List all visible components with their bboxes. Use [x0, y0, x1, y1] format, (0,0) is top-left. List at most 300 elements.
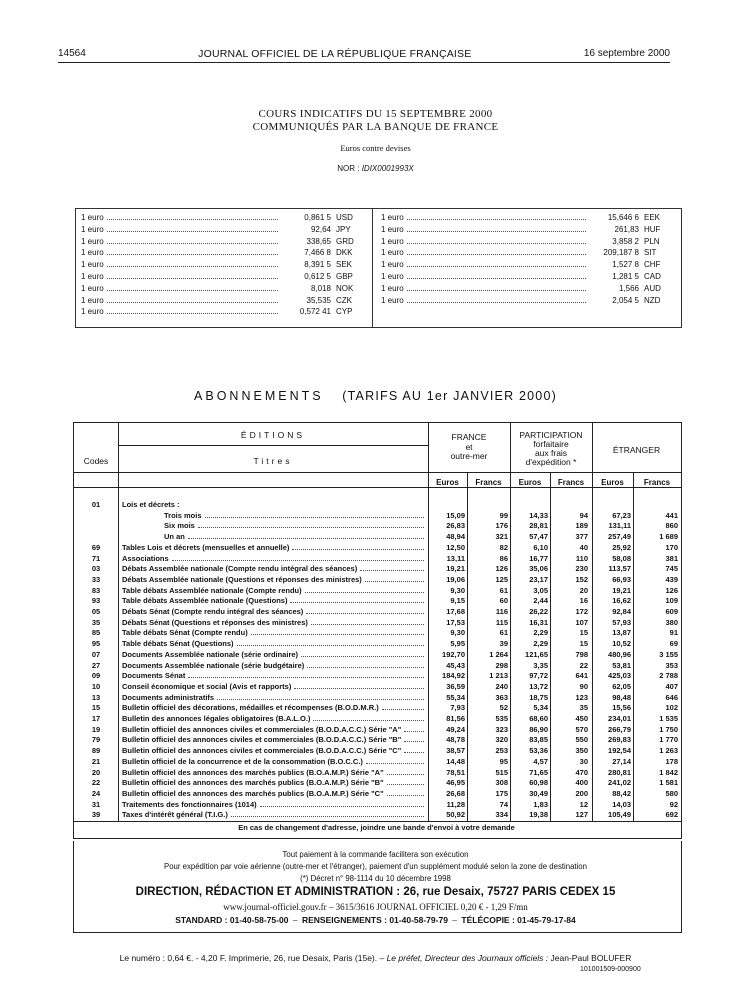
- price-line-b: Le préfet, Directeur des Journaux officiels :: [386, 953, 549, 963]
- rate-value: 0,861 5: [304, 213, 331, 222]
- price-cell: 298: [495, 660, 508, 670]
- price-cell: 1 263: [659, 746, 678, 756]
- price-cell: 39: [499, 639, 508, 649]
- row-title-text: Bulletin officiel des annonces des marchés publics (B.O.A.M.P.) Série "C": [122, 788, 384, 798]
- col-line: [118, 423, 119, 821]
- price-cell: 102: [665, 703, 678, 713]
- footer-line1: Tout paiement à la commande facilitera son exécution: [282, 850, 469, 859]
- standard-phone: STANDARD : 01-40-58-75-00: [175, 915, 289, 925]
- price-cell: 131,11: [608, 521, 631, 531]
- row-title-text: Bulletin officiel de la concurrence et de la consommation (B.O.C.C.): [122, 756, 363, 766]
- price-cell: 15: [579, 628, 588, 638]
- rate-currency: AUD: [644, 283, 661, 293]
- price-cell: 470: [575, 767, 588, 777]
- website-line: www.journal-officiel.gouv.fr – 3615/3616 JOURNAL OFFICIEL 0,20 € - 1,29 F/mn: [223, 902, 528, 912]
- row-title-text: Traitements des fonctionnaires (1014): [122, 799, 257, 809]
- row-title-text: Documents Assemblée nationale (série ordinaire): [122, 649, 299, 659]
- row-title: [122, 735, 426, 744]
- dot-leader: [407, 231, 586, 232]
- price-cell: 13,11: [446, 553, 465, 563]
- row-code: 39: [91, 810, 101, 820]
- price-cell: 253: [495, 746, 508, 756]
- price-cell: 745: [665, 564, 678, 574]
- price-cell: 189: [575, 521, 588, 531]
- dot-leader: [387, 774, 424, 775]
- price-cell: 55,34: [446, 692, 465, 702]
- dot-leader: [290, 602, 424, 603]
- row-title: [122, 543, 426, 552]
- row-title-text: Trois mois: [164, 510, 202, 520]
- price-cell: 26,68: [446, 788, 465, 798]
- price-cell: 5,95: [450, 639, 465, 649]
- dot-leader: [107, 231, 278, 232]
- row-line: [74, 821, 681, 822]
- price-cell: 88,42: [612, 788, 631, 798]
- row-title: [122, 757, 426, 766]
- price-cell: 126: [495, 564, 508, 574]
- nor-reference: [0, 164, 751, 173]
- rates-title-line1: COURS INDICATIFS DU 15 SEPTEMBRE 2000: [258, 108, 493, 120]
- price-cell: 62,05: [612, 681, 631, 691]
- row-title-text: Débats Sénat (Compte rendu intégral des séances): [122, 607, 304, 616]
- abonnements-title: [0, 389, 751, 403]
- row-line: [74, 487, 681, 488]
- row-title-text: Taxes d'intérêt général (T.I.G.): [122, 810, 228, 820]
- row-title: [122, 554, 426, 563]
- dot-leader: [294, 688, 424, 689]
- nor-value: IDIX0001993X: [361, 164, 414, 173]
- header-codes: Codes: [83, 456, 109, 466]
- price-cell: 377: [575, 532, 588, 542]
- row-title-text: Table débats Sénat (Questions): [122, 639, 234, 649]
- price-cell: 58,08: [612, 553, 631, 563]
- rate-row: [81, 225, 366, 237]
- row-title-text: Débats Assemblée nationale (Questions et réponses des ministres): [122, 574, 362, 584]
- header-euros: Euros: [436, 478, 459, 487]
- price-cell: 46,95: [446, 778, 465, 788]
- row-line: [118, 445, 428, 446]
- row-title: [122, 789, 426, 798]
- row-title: [122, 564, 426, 573]
- header-france: FRANCE et outre-mer: [450, 432, 488, 461]
- price-cell: 570: [575, 724, 588, 734]
- rate-currency: SIT: [644, 248, 657, 258]
- dot-leader: [407, 254, 586, 255]
- dot-leader: [407, 243, 586, 244]
- row-title-text: Bulletin des annonces légales obligatoires (B.A.L.O.): [122, 714, 311, 723]
- price-cell: 35: [579, 703, 588, 713]
- rates-left-column: [81, 213, 366, 319]
- rates-title-line2: COMMUNIQUÉS PAR LA BANQUE DE FRANCE: [252, 121, 499, 133]
- price-cell: 3,05: [533, 585, 548, 595]
- price-cell: 61: [499, 585, 508, 595]
- price-cell: 323: [495, 724, 508, 734]
- price-cell: 105,49: [608, 810, 631, 820]
- dot-leader: [292, 549, 424, 550]
- price-cell: 257,49: [608, 532, 631, 542]
- rate-label: 1 euro: [381, 260, 404, 270]
- price-cell: 400: [575, 778, 588, 788]
- price-cell: 646: [665, 692, 678, 702]
- dot-leader: [107, 278, 278, 279]
- price-cell: 2,29: [533, 639, 548, 649]
- dot-leader: [107, 313, 278, 314]
- row-title: [122, 703, 426, 712]
- rate-row: [381, 296, 674, 308]
- dot-leader: [407, 266, 586, 267]
- price-cell: 25,92: [612, 542, 631, 552]
- price-cell: 425,03: [608, 671, 631, 681]
- row-title: [122, 586, 426, 595]
- dot-leader: [237, 645, 424, 646]
- row-code: 95: [91, 639, 101, 649]
- rate-currency: CHF: [644, 260, 661, 270]
- price-cell: 178: [665, 756, 678, 766]
- rate-label: 1 euro: [81, 224, 104, 234]
- dot-leader: [107, 302, 278, 303]
- price-cell: 74: [499, 799, 508, 809]
- price-cell: 92,84: [612, 607, 631, 616]
- rate-currency: GBP: [336, 271, 353, 281]
- rate-value: 338,65: [306, 236, 331, 246]
- row-code: 17: [91, 714, 101, 723]
- price-cell: 441: [665, 510, 678, 520]
- rate-value: 0,612 5: [304, 271, 331, 281]
- price-cell: 230: [575, 564, 588, 574]
- journal-title: JOURNAL OFFICIEL DE LA RÉPUBLIQUE FRANÇAISE: [198, 48, 472, 60]
- row-code: 89: [91, 746, 101, 756]
- price-cell: 280,81: [608, 767, 631, 777]
- row-title-text: Documents administratifs: [122, 692, 215, 702]
- rate-row: [381, 213, 674, 225]
- price-cell: 15,09: [446, 510, 465, 520]
- price-cell: 13,72: [529, 681, 548, 691]
- row-title: [122, 768, 426, 777]
- price-cell: 692: [665, 810, 678, 820]
- price-cell: 353: [665, 660, 678, 670]
- dot-leader: [404, 741, 424, 742]
- price-cell: 14,48: [446, 756, 465, 766]
- price-cell: 26,83: [446, 521, 465, 531]
- price-line-c: Jean-Paul BOLUFER: [550, 953, 632, 963]
- row-title-text: Bulletin officiel des annonces civiles et commerciales (B.O.D.A.C.C.) Série "B": [122, 735, 402, 745]
- price-cell: 19,21: [446, 564, 465, 574]
- rate-currency: EEK: [644, 213, 661, 222]
- row-title-text: Bulletin officiel des annonces des marchés publics (B.O.A.M.P.) Série "B": [122, 778, 384, 788]
- price-cell: 19,06: [446, 574, 465, 584]
- price-cell: 20: [579, 585, 588, 595]
- row-code: 03: [91, 564, 101, 574]
- rate-row: [381, 284, 674, 296]
- header-francs: Francs: [643, 478, 671, 487]
- row-title-text: Bulletin officiel des annonces civiles et commerciales (B.O.D.A.C.C.) Série "A": [122, 724, 402, 734]
- row-code: 79: [91, 735, 101, 745]
- rate-currency: CYP: [336, 307, 353, 317]
- price-cell: 12: [579, 799, 588, 809]
- rate-row: [381, 272, 674, 284]
- row-title-text: Conseil économique et social (Avis et rapports): [122, 681, 292, 691]
- row-code: 24: [91, 788, 101, 798]
- row-title: [122, 810, 426, 819]
- dot-leader: [260, 806, 424, 807]
- price-cell: 123: [575, 692, 588, 702]
- header-etranger: ÉTRANGER: [612, 445, 661, 455]
- price-cell: 19,21: [612, 585, 631, 595]
- rate-currency: HUF: [644, 224, 661, 234]
- price-cell: 320: [495, 735, 508, 745]
- row-code: 13: [91, 692, 101, 702]
- price-cell: 10,52: [612, 639, 631, 649]
- price-cell: 61: [499, 628, 508, 638]
- row-code: 71: [91, 553, 101, 563]
- dot-leader: [404, 752, 424, 753]
- rate-currency: USD: [336, 213, 353, 222]
- price-cell: 95: [499, 756, 508, 766]
- price-cell: 97,72: [529, 671, 548, 681]
- price-cell: 2,44: [533, 596, 548, 606]
- rate-row: [381, 237, 674, 249]
- price-line-a: Le numéro : 0,64 €. - 4,20 F. Imprimerie, 26, rue Desaix, Paris (15e). –: [119, 953, 385, 963]
- price-cell: 9,30: [450, 585, 465, 595]
- price-cell: 27,14: [612, 756, 631, 766]
- price-cell: 11,28: [446, 799, 465, 809]
- price-cell: 192,70: [442, 649, 465, 659]
- page-number: 14564: [58, 48, 86, 59]
- price-cell: 380: [665, 617, 678, 627]
- dot-leader: [404, 731, 424, 732]
- price-cell: 14,03: [612, 799, 631, 809]
- rate-label: 1 euro: [81, 283, 104, 293]
- dot-leader: [407, 219, 586, 220]
- price-cell: 480,96: [608, 649, 631, 659]
- price-cell: 350: [575, 746, 588, 756]
- row-code: 33: [91, 574, 101, 584]
- row-title: [122, 746, 426, 755]
- header-francs: Francs: [475, 478, 502, 487]
- rate-currency: NZD: [644, 295, 661, 305]
- price-cell: 45,43: [446, 660, 465, 670]
- price-cell: 60,98: [529, 778, 548, 788]
- row-title: [122, 575, 426, 584]
- price-cell: 200: [575, 788, 588, 798]
- direction-address: DIRECTION, RÉDACTION ET ADMINISTRATION : 26, rue Desaix, 75727 PARIS CEDEX 15: [135, 886, 616, 898]
- subscriptions-table: [73, 422, 682, 839]
- price-cell: 860: [665, 521, 678, 531]
- price-cell: 71,65: [529, 767, 548, 777]
- row-code: 27: [91, 660, 101, 670]
- row-title: [122, 682, 426, 691]
- rate-currency: PLN: [644, 236, 660, 246]
- price-cell: 1 581: [659, 778, 678, 788]
- price-cell: 234,01: [608, 714, 631, 723]
- rate-value: 0,572 41: [299, 307, 331, 317]
- price-cell: 16,31: [529, 617, 548, 627]
- price-cell: 52: [499, 703, 508, 713]
- price-cell: 116: [495, 607, 508, 616]
- dot-leader: [387, 795, 424, 796]
- price-cell: 86,90: [529, 724, 548, 734]
- price-cell: 3,35: [533, 660, 548, 670]
- price-cell: 439: [665, 574, 678, 584]
- row-code: 69: [91, 542, 101, 552]
- dot-leader: [306, 613, 424, 614]
- dot-leader: [205, 517, 424, 518]
- price-cell: 580: [665, 788, 678, 798]
- price-cell: 609: [665, 607, 678, 616]
- row-title: [122, 725, 426, 734]
- price-cell: 363: [495, 692, 508, 702]
- dot-leader: [172, 560, 424, 561]
- price-cell: 515: [495, 767, 508, 777]
- price-cell: 176: [495, 521, 508, 531]
- price-cell: 40: [579, 542, 588, 552]
- row-title: [122, 778, 426, 787]
- rate-row: [81, 272, 366, 284]
- price-cell: 16,77: [529, 553, 548, 563]
- price-cell: 83,85: [529, 735, 548, 745]
- price-cell: 57,47: [529, 532, 548, 542]
- rate-value: 15,646 6: [607, 213, 639, 222]
- rate-row: [381, 248, 674, 260]
- price-cell: 38,57: [446, 746, 465, 756]
- rate-row: [81, 260, 366, 272]
- price-cell: 184,92: [442, 671, 465, 681]
- price-cell: 91: [669, 628, 678, 638]
- dot-leader: [217, 699, 424, 700]
- price-cell: 81,56: [446, 714, 465, 723]
- price-cell: 12,50: [446, 542, 465, 552]
- price-cell: 381: [665, 553, 678, 563]
- price-cell: 121,65: [525, 649, 548, 659]
- price-cell: 1 689: [659, 532, 678, 542]
- rate-currency: NOK: [336, 283, 354, 293]
- rate-currency: CAD: [644, 271, 661, 281]
- dot-leader: [301, 656, 424, 657]
- rate-value: 7,466 8: [304, 248, 331, 258]
- row-code: 19: [91, 724, 101, 734]
- row-title: [122, 650, 426, 659]
- rate-value: 1,281 5: [612, 271, 639, 281]
- price-cell: 107: [575, 617, 588, 627]
- price-cell: 1 770: [659, 735, 678, 745]
- row-title: [164, 521, 426, 530]
- rate-label: 1 euro: [81, 236, 104, 246]
- row-title-text: Débats Assemblée nationale (Compte rendu intégral des séances): [122, 564, 358, 574]
- price-cell: 798: [575, 649, 588, 659]
- header-date: 16 septembre 2000: [583, 48, 670, 59]
- dot-leader: [107, 290, 278, 291]
- rate-currency: GRD: [336, 236, 354, 246]
- price-cell: 30: [579, 756, 588, 766]
- price-cell: 3 155: [659, 649, 678, 659]
- price-cell: 127: [575, 810, 588, 820]
- row-code: 10: [91, 681, 101, 691]
- dot-leader: [407, 302, 586, 303]
- price-cell: 4,57: [533, 756, 548, 766]
- row-title: [122, 671, 426, 680]
- row-title-text: Table débats Sénat (Compte rendu): [122, 628, 248, 638]
- price-cell: 113,57: [608, 564, 631, 574]
- price-cell: 15: [579, 639, 588, 649]
- row-code: 09: [91, 671, 101, 681]
- price-cell: 2 788: [659, 671, 678, 681]
- row-code: 05: [91, 607, 101, 616]
- dot-leader: [313, 720, 424, 721]
- price-cell: 17,53: [446, 617, 465, 627]
- price-cell: 50,92: [446, 810, 465, 820]
- price-cell: 109: [665, 596, 678, 606]
- rate-value: 261,83: [614, 224, 639, 234]
- row-code: 35: [91, 617, 101, 627]
- price-cell: 5,34: [533, 703, 548, 713]
- row-title-text: Documents Assemblée nationale (série budgétaire): [122, 660, 305, 670]
- row-title-text: Un an: [164, 532, 185, 542]
- rate-row: [81, 248, 366, 260]
- dot-leader: [307, 667, 424, 668]
- price-cell: 170: [665, 542, 678, 552]
- header-editions: ÉDITIONS: [240, 430, 306, 440]
- rates-subtitle: Euros contre devises: [340, 143, 411, 153]
- price-cell: 175: [495, 788, 508, 798]
- row-title-text: Débats Sénat (Questions et réponses des ministres): [122, 617, 308, 627]
- price-cell: 48,78: [446, 735, 465, 745]
- price-cell: 68,60: [529, 714, 548, 723]
- price-cell: 126: [665, 585, 678, 595]
- row-line: [74, 472, 681, 473]
- telecopie-phone: TÉLÉCOPIE : 01-45-79-17-84: [461, 915, 576, 925]
- rate-currency: CZK: [336, 295, 352, 305]
- rate-value: 8,391 5: [304, 260, 331, 270]
- rate-value: 209,187 8: [603, 248, 639, 258]
- row-title: [122, 639, 426, 648]
- dot-leader: [107, 266, 278, 267]
- price-cell: 1,83: [533, 799, 548, 809]
- row-title-text: Documents Sénat: [122, 671, 186, 681]
- price-cell: 98,48: [612, 692, 631, 702]
- price-cell: 407: [665, 681, 678, 691]
- price-cell: 90: [579, 681, 588, 691]
- rate-row: [81, 296, 366, 308]
- price-cell: 535: [495, 714, 508, 723]
- rate-value: 1,566: [618, 283, 639, 293]
- price-cell: 16: [579, 596, 588, 606]
- price-cell: 1 213: [489, 671, 508, 681]
- price-cell: 17,68: [446, 607, 465, 616]
- price-cell: 19,38: [529, 810, 548, 820]
- rate-value: 1,527 8: [612, 260, 639, 270]
- price-cell: 35,06: [529, 564, 548, 574]
- row-title-text: Bulletin officiel des annonces civiles et commerciales (B.O.D.A.C.C.) Série "C": [122, 746, 402, 756]
- row-title: [122, 628, 426, 637]
- rate-row: [81, 307, 366, 319]
- price-cell: 66,93: [612, 574, 631, 584]
- address-change-notice: En cas de changement d'adresse, joindre une bande d'envoi à votre demande: [238, 823, 515, 832]
- dot-leader: [107, 219, 278, 220]
- row-title-text: Associations: [122, 553, 169, 563]
- price-cell: 6,10: [533, 542, 548, 552]
- footer-line2: Pour expédition par voie aérienne (outre-mer et l'étranger), paiement d'un supplément modulé selon la zone de destination: [164, 862, 587, 871]
- dot-leader: [231, 816, 424, 817]
- price-cell: 321: [495, 532, 508, 542]
- rate-row: [81, 237, 366, 249]
- dot-leader: [251, 634, 424, 635]
- price-cell: 125: [495, 574, 508, 584]
- price-cell: 99: [499, 510, 508, 520]
- row-code: 21: [91, 756, 101, 766]
- price-cell: 22: [579, 660, 588, 670]
- dot-leader: [107, 254, 278, 255]
- rate-value: 2,054 5: [612, 295, 639, 305]
